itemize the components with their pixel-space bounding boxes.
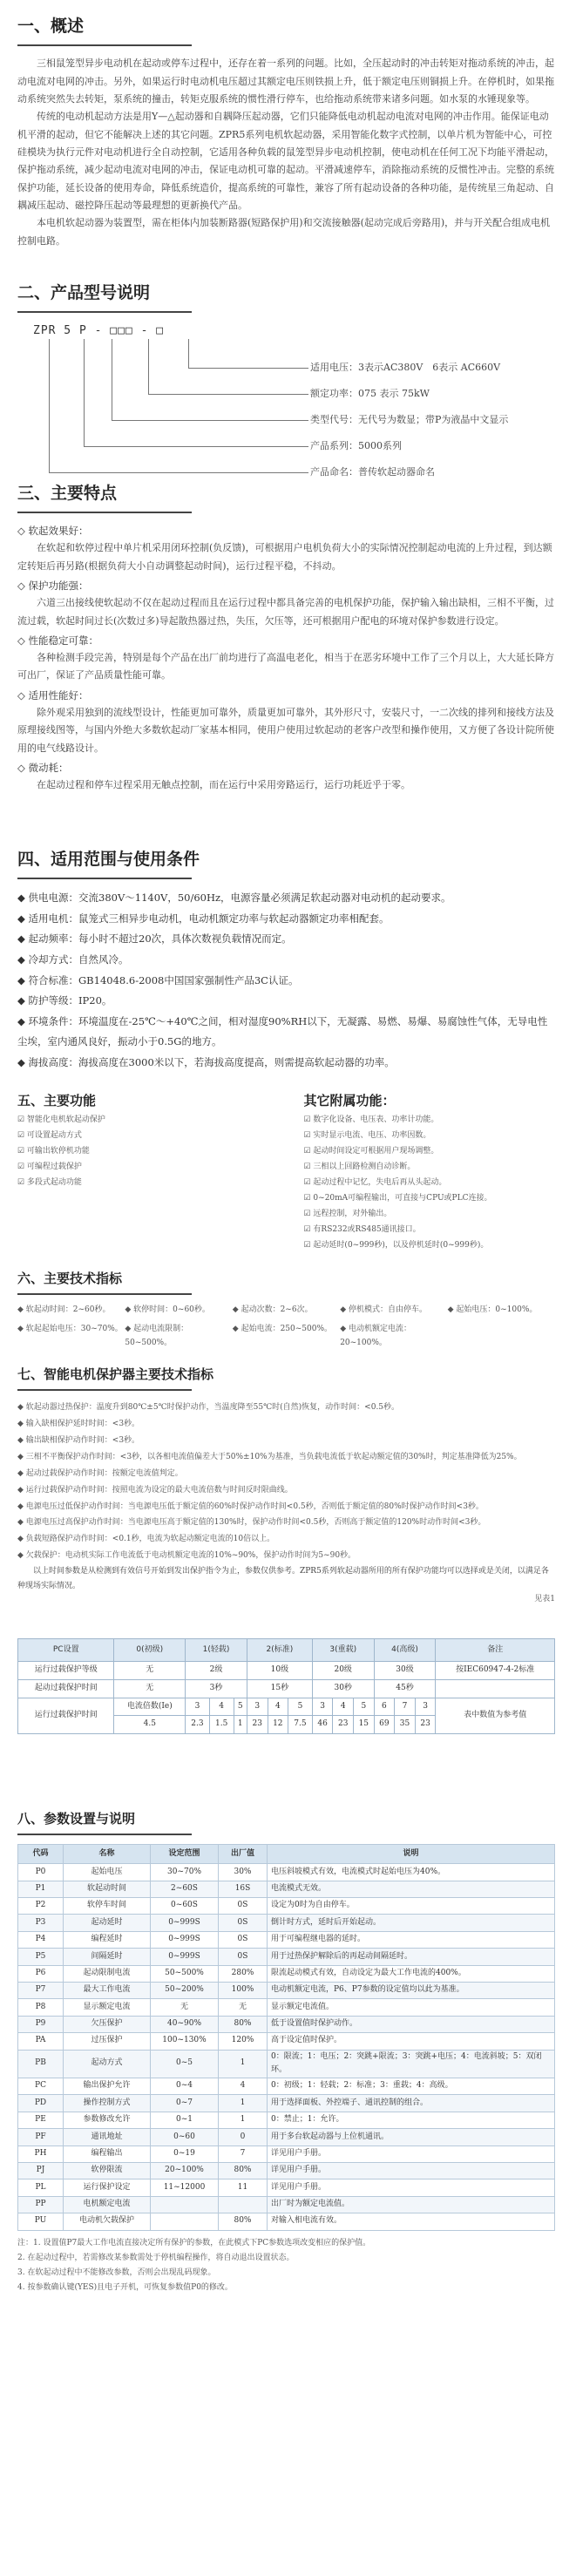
table-row: [18, 1898, 555, 1915]
table-cell: 20~100%: [151, 2163, 219, 2179]
function-item: ☑ 多段式起动功能: [17, 1178, 82, 1188]
feature-text: 六道三出接线使软起动不仅在起动过程而且在运行过程中都具备完善的电机保护功能，保护输入输出缺相，三相不平衡，过流过载，软起时间过长(次数过多)导起散热器过热，失压，欠压等，还可根据用户配电的环境对保护参数进行设定。: [17, 597, 554, 627]
table-cell: 编程输出: [64, 2146, 151, 2162]
table-cell: 1: [219, 2095, 268, 2112]
table-row: [18, 1881, 555, 1897]
table-header-cell: 代码: [18, 1845, 64, 1864]
table-cell: 编程延时: [64, 1931, 151, 1948]
table-cell: 23: [333, 1716, 354, 1734]
other-function-item: ☑ 有RS232或RS485通讯接口。: [303, 1225, 421, 1235]
specs-section: [17, 1255, 555, 1351]
table-cell: 30~70%: [151, 1864, 219, 1881]
model-line-power: [148, 339, 149, 394]
function-item: ☑ 可设置起动方式: [17, 1131, 82, 1141]
table-row: [18, 2016, 555, 2032]
table-cell: 运行保护设定: [64, 2179, 151, 2196]
table-cell: 输出保护允许: [64, 2078, 151, 2095]
table-cell: 35: [395, 1716, 416, 1734]
table-cell: 3: [186, 1698, 210, 1716]
model-line-voltage: [188, 339, 189, 368]
table-row: [18, 2196, 555, 2213]
table-header-cell: 出厂值: [219, 1845, 268, 1864]
table-cell: 起动方式: [64, 2050, 151, 2078]
table-cell: 电流模式无效。: [268, 1881, 555, 1897]
features-divider: [17, 512, 192, 513]
conditions-section: [17, 833, 555, 1081]
table-row: [18, 1982, 555, 1998]
specs-title: 六、主要技术指标: [17, 1271, 123, 1286]
table-cell: 详见用户手册。: [268, 2163, 555, 2179]
table-cell: 0~5: [151, 2050, 219, 2078]
protection-item: ◆ 输入缺相保护延时时间：<3秒。: [17, 1420, 140, 1429]
table-cell: 3: [247, 1698, 268, 1716]
model-section: [17, 267, 555, 478]
table-cell: 7: [395, 1698, 416, 1716]
table-cell: 0~7: [151, 2095, 219, 2112]
table-cell: PH: [18, 2146, 64, 2162]
table-cell: 无: [151, 1999, 219, 2016]
table-cell: 30%: [219, 1864, 268, 1881]
conditions-divider: [17, 878, 192, 879]
table-cell: 5: [288, 1698, 313, 1716]
table-cell: 起动限制电流: [64, 1965, 151, 1982]
specs-grid: [17, 1304, 555, 1350]
table-cell: 20级: [312, 1662, 374, 1680]
table-header-row: [18, 1845, 555, 1864]
feature-heading: ◇ 性能稳定可靠：: [17, 634, 98, 647]
table-cell: 4: [268, 1698, 288, 1716]
functions-section: [17, 1089, 555, 1255]
table-header-row: [18, 1639, 555, 1662]
table-cell: 4.5: [114, 1716, 186, 1734]
protection-section: [17, 1351, 555, 1638]
table-cell: 无: [114, 1679, 186, 1698]
feature-text: 在起动过程和停车过程采用无触点控制，而在运行中采用旁路运行，运行功耗近乎于零。: [37, 778, 410, 790]
table-row: [18, 1999, 555, 2016]
table-cell: 120%: [219, 2033, 268, 2050]
protection-item: ◆ 电源电压过高保护动作时间：当电源电压高于额定值的130%时，保护动作时间<0.5秒，否则高于额定值的120%时动作时间<3秒。: [17, 1518, 486, 1528]
table-cell: 2.3: [186, 1716, 210, 1734]
feature-heading: ◇ 适用性能好：: [17, 688, 89, 702]
note-item: 3. 在软起动过程中不能修改参数，否则会出现乱码现象。: [17, 2268, 216, 2277]
table-cell: 1: [219, 2112, 268, 2128]
table-cell: 最大工作电流: [64, 1982, 151, 1998]
table-cell: 5: [234, 1698, 247, 1716]
feature-text: 除外观采用独到的流线型设计，性能更加可靠外，质量更加可靠外，其外形尺寸，安装尺寸，一二次线的排列和接线方法及原理接线图等，与国内外绝大多数软起动厂家基本相同，使用户使用过软起动的老客户改型和操作使用，又方便了各设计院所使用的电气线路设计。: [17, 706, 554, 754]
table-cell: P3: [18, 1915, 64, 1931]
table-cell: 1: [219, 2050, 268, 2078]
table-row: [18, 2213, 555, 2230]
overview-section: [17, 0, 555, 267]
table-cell: 0S: [219, 1949, 268, 1965]
model-line-name-h: [49, 472, 308, 473]
table-cell: 0：禁止；1：允许。: [268, 2112, 555, 2128]
specs-divider: [17, 1293, 192, 1295]
table-row: [18, 1915, 555, 1931]
table-cell: 0~19: [151, 2146, 219, 2162]
model-row-power: 额定功率：075 表示 75kW: [310, 388, 430, 400]
main-functions: [17, 1089, 269, 1253]
model-line-power-h: [148, 394, 308, 395]
model-line-voltage-h: [188, 368, 308, 369]
table-row: [18, 1662, 555, 1680]
table-row: [18, 2179, 555, 2196]
model-line-series: [84, 339, 85, 446]
table-cell: 23: [247, 1716, 268, 1734]
protection-item: ◆ 三相不平衡保护动作时间：<3秒，以各相电流值偏差大于50%±10%为基准，当负载电流低于软起动额定值的30%时，判定基准降低为25%。: [17, 1452, 522, 1461]
spec-item: ◆ 起动电流限制：50~500%。: [125, 1325, 189, 1347]
condition-item: ◆ 起动频率：每小时不超过20次，具体次数视负载情况而定。: [17, 932, 292, 946]
spec-item: ◆ 软停时间：0~60秒。: [125, 1305, 210, 1315]
table-cell: 0~999S: [151, 1931, 219, 1948]
table-row: [18, 2033, 555, 2050]
table-cell: 运行过载保护等级: [18, 1662, 114, 1680]
table-cell: 起动过载保护时间: [18, 1679, 114, 1698]
table-cell: 0：初级；1：轻载；2：标准；3：重载；4：高级。: [268, 2078, 555, 2095]
table-reference: 见表1: [534, 1595, 555, 1604]
table-cell: 用于可编程继电器的延时。: [268, 1931, 555, 1948]
functions-title: 五、主要功能: [17, 1093, 97, 1108]
protection-item: ◆ 欠载保护：电动机实际工作电流低于电动机额定电流的10%~90%，保护动作时间为5~90秒。: [17, 1551, 356, 1561]
table-row: [18, 2078, 555, 2095]
table-cell: 无: [114, 1662, 186, 1680]
table-cell: 10级: [247, 1662, 312, 1680]
other-function-item: ☑ 实时显示电流、电压、功率因数。: [303, 1131, 431, 1141]
table-cell: PP: [18, 2196, 64, 2213]
conditions-title: 四、适用范围与使用条件: [17, 850, 200, 869]
note-item: 注：1. 设置值P7最大工作电流直接决定所有保护的参数，在此模式下PC参数选项改变相应的保护值。: [17, 2238, 371, 2247]
table-cell: PB: [18, 2050, 64, 2078]
feature-heading: ◇ 保护功能强：: [17, 580, 89, 593]
table-cell: [151, 2213, 219, 2230]
conditions-list: [17, 888, 555, 1073]
condition-item: ◆ 海拔高度：海拔高度在3000米以下，若海拔高度提高，则需提高软起动器的功率。: [17, 1055, 395, 1068]
other-function-item: ☑ 起动延时(0~999秒)，以及停机延时(0~999秒)。: [303, 1241, 489, 1251]
table-cell: 30秒: [312, 1679, 374, 1698]
table-cell: 限流起动模式有效，自动设定为最大工作电流的400%。: [268, 1965, 555, 1982]
model-line-name: [49, 339, 50, 472]
table-cell: 倒计时方式，延时后开始起动。: [268, 1915, 555, 1931]
spec-item: ◆ 电动机额定电流：20~100%。: [340, 1325, 411, 1347]
table-cell: 3: [312, 1698, 333, 1716]
table-cell: P1: [18, 1881, 64, 1897]
model-diagram: [17, 322, 555, 492]
table-row: [18, 1949, 555, 1965]
condition-item: ◆ 防护等级：IP20。: [17, 994, 112, 1007]
table-header-cell: PC设置: [18, 1639, 114, 1662]
table-cell: P7: [18, 1982, 64, 1998]
table-cell: 运行过载保护时间: [18, 1698, 114, 1734]
table-cell: 软起动时间: [64, 1881, 151, 1897]
feature-heading: ◇ 软起效果好：: [17, 525, 89, 538]
protection-item: ◆ 运行过载保护动作时间：按照电流为设定的最大电流倍数与时间反时限曲线。: [17, 1485, 293, 1495]
table-row: [18, 2095, 555, 2112]
table-header-cell: 设定范围: [151, 1845, 219, 1864]
table-cell: 5: [354, 1698, 375, 1716]
params-divider: [17, 1834, 192, 1835]
condition-item: ◆ 环境条件：环境温度在-25℃～+40℃之间，相对湿度90%RH以下，无凝露、易燃、易爆、易腐蚀性气体，无导电性尘埃，室内通风良好，振动小于0.5G的地方。: [17, 1014, 548, 1048]
protection-item: ◆ 电源电压过低保护动作时间：当电源电压低于额定值的60%时保护动作时间<0.5秒，否则低于额定值的80%时保护动作时间<3秒。: [17, 1502, 484, 1511]
table-cell: 0: [219, 2129, 268, 2146]
table-cell: 参数修改允许: [64, 2112, 151, 2128]
feature-text: 在软起和软停过程中单片机采用闭环控制(负反馈)，可根据用户电机负荷大小的实际情况控制起动电流的上升过程，到达额定转矩后再另路(根据负荷大小自动调整起动时间)，运行过程平稳，不抖动。: [17, 542, 552, 572]
params-notes: [17, 2236, 555, 2295]
table-cell: 出厂时为额定电流值。: [268, 2196, 555, 2213]
protection-item: ◆ 起动过载保护动作时间：按额定电流值判定。: [17, 1468, 183, 1478]
overview-paragraph-2: 传统的电动机起动方法是用Y—△起动器和自耦降压起动器，它们只能降低电动机起动电流对电网的冲击作用。能保证电动机平滑的起动，但它不能解决上述的其它问题。ZPR5系列电机软起动器，采用智能化数字式控制，以单片机为智能中心，可控硅模块为执行元件对电动机进行全自动控制，它适用各种负载的鼠笼型异步电动机控制，使电动机在任何工况下均能平滑起动，保护拖动系统，减少起动电流对电网的冲击，保证电动机可靠的起动。平滑减速停车，消除拖动系统的反惯性冲击。完整的系统保护功能，延长设备的使用寿命，降低系统造价，提高系统的可靠性，兼容了所有起动设备的各种功能，是传统星三角起动、自耦减压起动、磁控降压起动等最理想的更新换代产品。: [17, 111, 554, 211]
table-cell: [219, 2196, 268, 2213]
table-cell: 电动机额定电流，P6、P7参数的设定值均以此为基准。: [268, 1982, 555, 1998]
table-cell: PD: [18, 2095, 64, 2112]
table-cell: 69: [374, 1716, 395, 1734]
table-cell: [436, 1679, 555, 1698]
table-cell: 15: [354, 1716, 375, 1734]
table-cell: 0~999S: [151, 1915, 219, 1931]
table-cell: 高于设定值时保护。: [268, 2033, 555, 2050]
function-item: ☑ 智能化电机软起动保护: [17, 1115, 105, 1125]
table-cell: 起动延时: [64, 1915, 151, 1931]
table-cell: 0：限流；1：电压；2：突跳+限流；3：突跳+电压；4：电流斜坡；5：双闭环。: [268, 2050, 555, 2078]
table-cell: PL: [18, 2179, 64, 2196]
table-cell: 3秒: [186, 1679, 247, 1698]
table-cell: PF: [18, 2129, 64, 2146]
note-item: 2. 在起动过程中，若需修改某参数需处于停机编程操作，将自动退出设置状态。: [17, 2253, 295, 2262]
table-cell: 电动机欠载保护: [64, 2213, 151, 2230]
model-row-name: 产品命名：普传软起动器命名: [310, 466, 435, 478]
feature-text: 各种检测手段完善，特别是每个产品在出厂前均进行了高温电老化，相当于在恶劣环境中工作了三个月以上，大大延长降方可出厂，保证了产品质量性能可靠。: [17, 652, 554, 681]
table-cell: 0~1: [151, 2112, 219, 2128]
table-cell: 2级: [186, 1662, 247, 1680]
function-item: ☑ 可编程过载保护: [17, 1163, 82, 1172]
table-cell: 46: [312, 1716, 333, 1734]
table-cell: PJ: [18, 2163, 64, 2179]
condition-item: ◆ 符合标准：GB14048.6-2008中国国家强制性产品3C认证。: [17, 973, 299, 986]
table-header-cell: 3(重载): [312, 1639, 374, 1662]
table-row: [18, 2163, 555, 2179]
table-row: [18, 2112, 555, 2128]
model-row-type: 类型代号：无代号为数显；带P为液晶中文显示: [310, 414, 509, 426]
table-cell: 通讯地址: [64, 2129, 151, 2146]
protection-divider: [17, 1389, 192, 1391]
params-title: 八、参数设置与说明: [17, 1811, 136, 1827]
table-cell: PA: [18, 2033, 64, 2050]
table-cell: P0: [18, 1864, 64, 1881]
table-row: [18, 1931, 555, 1948]
other-function-item: ☑ 远程控制，对外输出。: [303, 1210, 392, 1219]
table-cell: 7: [219, 2146, 268, 2162]
table-cell: 用于选择面板、外控端子、通讯控制的组合。: [268, 2095, 555, 2112]
protection-item: ◆ 软起动器过热保护：温度升到80℃±5℃时保护动作，当温度降至55℃时(自然)恢复，动作时间：<0.5秒。: [17, 1403, 400, 1413]
table-cell: 2~60S: [151, 1881, 219, 1897]
table-row: [18, 1679, 555, 1698]
model-line-type-h: [112, 420, 308, 421]
condition-item: ◆ 供电电源：交流380V～1140V，50/60Hz，电源容量必须满足软起动器对电动机的起动要求。: [17, 891, 451, 905]
table-cell: 过压保护: [64, 2033, 151, 2050]
table-cell: 12: [268, 1716, 288, 1734]
other-function-item: ☑ 数字化设备、电压表、功率计功能。: [303, 1115, 439, 1125]
feature-heading: ◇ 微动耗：: [17, 761, 69, 774]
table-cell: 0S: [219, 1898, 268, 1915]
model-divider: [17, 311, 192, 313]
table-cell: 4: [219, 2078, 268, 2095]
table-cell: 电压斜坡模式有效，电流模式时起始电压为40%。: [268, 1864, 555, 1881]
table-cell: 15秒: [247, 1679, 312, 1698]
table-header-cell: 1(轻载): [186, 1639, 247, 1662]
features-title: 三、主要特点: [17, 484, 118, 503]
table-cell: 30级: [374, 1662, 436, 1680]
table-cell: 11: [219, 2179, 268, 2196]
note-item: 4. 按参数确认键(YES)且电子开机，可恢复参数值P0的修改。: [17, 2282, 233, 2292]
params-section: [17, 1795, 555, 2295]
table-cell: 软停车时间: [64, 1898, 151, 1915]
table-cell: 16S: [219, 1881, 268, 1897]
table-cell: 操作控制方式: [64, 2095, 151, 2112]
other-function-item: ☑ 起动过程中记忆，失电后再从头起动。: [303, 1178, 447, 1188]
overview-paragraph-3: 本电机软起动器为装置型，需在柜体内加装断路器(短路保护用)和交流接触器(起动完成后旁路用)，并与开关配合组成电机控制电路。: [17, 217, 551, 247]
table-cell: 40~90%: [151, 2016, 219, 2032]
table-cell: P8: [18, 1999, 64, 2016]
pc-table-wrap: [17, 1638, 555, 1795]
table-cell: 280%: [219, 1965, 268, 1982]
spec-item: ◆ 软起动时间：2~60秒。: [17, 1305, 111, 1315]
table-cell: 设定为0时为自由停车。: [268, 1898, 555, 1915]
overview-divider: [17, 44, 192, 46]
table-cell: 0~999S: [151, 1949, 219, 1965]
other-function-item: ☑ 起动时间设定可根据用户现场调整。: [303, 1147, 439, 1156]
table-cell: 80%: [219, 2163, 268, 2179]
table-cell: 0S: [219, 1915, 268, 1931]
table-cell: 0~60: [151, 2129, 219, 2146]
other-functions: [304, 1089, 556, 1253]
table-cell: 低于设置值时保护动作。: [268, 2016, 555, 2032]
table-cell: P5: [18, 1949, 64, 1965]
table-cell: 100%: [219, 1982, 268, 1998]
table-cell: PU: [18, 2213, 64, 2230]
table-cell: PC: [18, 2078, 64, 2095]
table-cell: 用于过热保护解除后的再起动间隔延时。: [268, 1949, 555, 1965]
table-cell: 23: [415, 1716, 436, 1734]
table-cell: 软停限流: [64, 2163, 151, 2179]
protection-list: [17, 1400, 555, 1564]
table-cell: 0~60S: [151, 1898, 219, 1915]
pc-settings-table: [17, 1638, 555, 1734]
table-cell: P4: [18, 1931, 64, 1948]
table-cell: 间隔延时: [64, 1949, 151, 1965]
table-cell: P6: [18, 1965, 64, 1982]
table-header-cell: 说明: [268, 1845, 555, 1864]
spec-item: ◆ 软起起始电压：30~70%。: [17, 1325, 123, 1333]
table-cell: 电机额定电流: [64, 2196, 151, 2213]
table-cell: P9: [18, 2016, 64, 2032]
table-cell: 显示额定电流值。: [268, 1999, 555, 2016]
table-row: [18, 1698, 555, 1716]
protection-item: ◆ 负载短路保护动作时间：<0.1秒，电流为软起动额定电流的10倍以上。: [17, 1535, 275, 1544]
table-cell: 0~4: [151, 2078, 219, 2095]
table-cell: 80%: [219, 2016, 268, 2032]
protection-item: ◆ 输出缺相保护动作时间：<3秒。: [17, 1436, 140, 1446]
table-row: [18, 2129, 555, 2146]
table-cell: P2: [18, 1898, 64, 1915]
table-header-cell: 备注: [436, 1639, 555, 1662]
table-cell: 对输入相电流有效。: [268, 2213, 555, 2230]
table-cell: PE: [18, 2112, 64, 2128]
table-cell: 详见用户手册。: [268, 2179, 555, 2196]
spec-item: ◆ 停机模式：自由停车。: [340, 1305, 427, 1315]
table-cell: 4: [209, 1698, 234, 1716]
table-cell: 起始电压: [64, 1864, 151, 1881]
table-cell: 用于多台软起动器与上位机通讯。: [268, 2129, 555, 2146]
table-header-cell: 4(高级): [374, 1639, 436, 1662]
table-cell: 80%: [219, 2213, 268, 2230]
table-cell: 45秒: [374, 1679, 436, 1698]
table-cell: 无: [219, 1999, 268, 2016]
table-cell: 1: [234, 1716, 247, 1734]
table-cell: 详见用户手册。: [268, 2146, 555, 2162]
features-section: [17, 467, 555, 833]
table-cell: [151, 2196, 219, 2213]
table-row: [18, 1864, 555, 1881]
table-cell: 4: [333, 1698, 354, 1716]
table-cell: 1.5: [209, 1716, 234, 1734]
spec-item: ◆ 起始电压：0~100%。: [447, 1305, 538, 1315]
table-cell: 3: [415, 1698, 436, 1716]
table-cell: 11~12000: [151, 2179, 219, 2196]
overview-paragraph-1: 三相鼠笼型异步电动机在起动或停车过程中，还存在着一系列的问题。比如，全压起动时的冲击转矩对拖动系统的冲击，起动电流对电网的冲击。另外，如果运行时电动机电压超过其额定电压则铁损上升，低于额定电压则铜损上升。在停机时，如果拖动系统突然失去转矩，泵系统的撞击，转矩克服系统的惯性滑行停车，也给拖动系统带来诸多问题。如水泵的水锤现象等。: [17, 58, 554, 105]
table-header-cell: 2(标准): [247, 1639, 312, 1662]
spec-item: ◆ 起动次数：2~6次。: [232, 1305, 313, 1315]
protection-title: 七、智能电机保护器主要技术指标: [17, 1366, 214, 1382]
other-function-item: ☑ 0~20mA可编程输出，可直接与CPU或PLC连接。: [303, 1194, 492, 1203]
other-functions-title: 其它附属功能：: [303, 1093, 396, 1108]
spec-item: ◆ 起始电流：250~500%。: [232, 1325, 333, 1333]
params-table: [17, 1844, 555, 2230]
table-cell: 7.5: [288, 1716, 313, 1734]
table-header-cell: 0(初级): [114, 1639, 186, 1662]
table-cell: 显示额定电流: [64, 1999, 151, 2016]
condition-item: ◆ 冷却方式：自然风冷。: [17, 952, 129, 966]
overview-title: 一、概述: [17, 17, 85, 36]
model-row-voltage: 适用电压：3表示AC380V 6表示 AC660V: [310, 362, 501, 374]
table-cell: 100~130%: [151, 2033, 219, 2050]
model-row-series: 产品系列：5000系列: [310, 440, 402, 452]
other-function-item: ☑ 三相以上回路检测自动诊断。: [303, 1163, 416, 1172]
condition-item: ◆ 适用电机：鼠笼式三相异步电动机，电动机额定功率与软起动器额定功率相配套。: [17, 912, 390, 925]
table-cell: 6: [374, 1698, 395, 1716]
table-header-cell: 名称: [64, 1845, 151, 1864]
protection-footer: 以上时间参数是从检测到有效信号开始到发出保护指令为止，参数仅供参考。ZPR5系列软起动器所用的所有保护功能均可以选择或是关闭，以满足各种现场实际情况。: [17, 1567, 549, 1590]
table-cell: 欠压保护: [64, 2016, 151, 2032]
table-cell: 50~500%: [151, 1965, 219, 1982]
table-cell: 按IEC60947-4-2标准: [436, 1662, 555, 1680]
table-row: [18, 2050, 555, 2078]
table-cell: 50~200%: [151, 1982, 219, 1998]
table-cell: 表中数值为参考值: [436, 1698, 555, 1734]
table-row: [18, 2146, 555, 2162]
model-code: ZPR 5 P - □□□ - □: [33, 324, 165, 338]
model-line-series-h: [84, 446, 308, 447]
table-cell: 电流倍数(Ie): [114, 1698, 186, 1716]
function-item: ☑ 可输出软停机功能: [17, 1147, 90, 1156]
model-title: 二、产品型号说明: [17, 283, 151, 302]
table-row: [18, 1965, 555, 1982]
table-cell: 0S: [219, 1931, 268, 1948]
